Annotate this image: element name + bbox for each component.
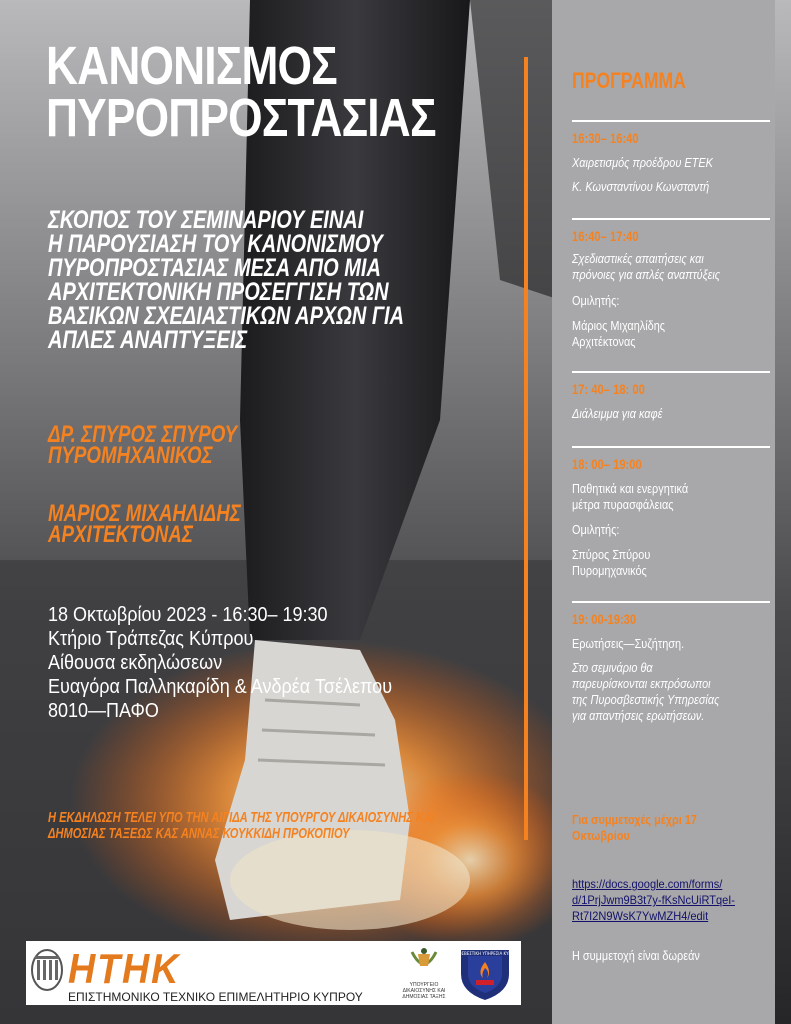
session-line: μέτρα πυρασφάλειας <box>572 497 674 512</box>
session-line: Ερωτήσεις—Συζήτηση. <box>572 636 685 651</box>
session-line: Ομιλητής: <box>572 522 620 537</box>
session-time: 16:30– 16:40 <box>572 130 639 146</box>
event-date: 18 Οκτωβρίου 2023 - 16:30– 19:30 <box>48 604 328 626</box>
program-heading: ΠΡΟΓΡΑΜΜΑ <box>572 68 686 93</box>
session-line: Παθητικά και ενεργητικά <box>572 481 689 496</box>
registration-line: Για συμμετοχές μέχρι 17 <box>572 812 698 827</box>
seminar-purpose <box>48 208 432 352</box>
speaker-role: ΠΥΡΟΜΗΧΑΝΙΚΟΣ <box>48 442 213 469</box>
divider <box>572 601 770 603</box>
divider <box>572 446 770 448</box>
free-participation: Η συμμετοχή είναι δωρεάν <box>572 948 700 963</box>
session-line: Ομιλητής: <box>572 293 620 308</box>
session-time: 18: 00– 19:00 <box>572 456 642 472</box>
link-line[interactable]: d/1PrjJwm9B3t7y-fKsNcUiRTqeI- <box>572 893 735 907</box>
purpose-line: Η ΠΑΡΟΥΣΙΑΣΗ ΤΟΥ ΚΑΝΟΝΙΣΜΟΥ <box>48 230 383 258</box>
session-line: για απαντήσεις ερωτήσεων. <box>572 708 705 723</box>
event-building: Κτήριο Τράπεζας Κύπρου <box>48 628 254 650</box>
session-line: Αρχιτέκτονας <box>572 334 636 349</box>
link-line[interactable]: https://docs.google.com/forms/ <box>572 877 723 891</box>
divider <box>572 120 770 122</box>
registration-deadline <box>572 812 697 844</box>
purpose-line: ΒΑΣΙΚΩΝ ΣΧΕΔΙΑΣΤΙΚΩΝ ΑΡΧΩΝ ΓΙΑ <box>48 302 405 330</box>
patronage-line: ΔΗΜΟΣΙΑΣ ΤΑΞΕΩΣ ΚΑΣ ΑΝΝΑΣ ΚΟΥΚΚΙΔΗ ΠΡΟΚΟΠΙΟΥ <box>48 825 350 842</box>
purpose-line: ΑΠΛΕΣ ΑΝΑΠΤΥΞΕΙΣ <box>48 326 248 354</box>
event-city: 8010—ΠΑΦΟ <box>48 700 159 722</box>
temple-logo-icon <box>30 946 64 1000</box>
speaker-2 <box>48 500 360 548</box>
purpose-line: ΑΡΧΙΤΕΚΤΟΝΙΚΗ ΠΡΟΣΕΓΓΙΣΗ ΤΩΝ <box>48 278 389 306</box>
session-line: Σχεδιαστικές απαιτήσεις και <box>572 251 704 266</box>
etek-logo: ΗΤΗΚ <box>68 945 181 992</box>
title-line-2: ΠΥΡΟΠΡΟΣΤΑΣΙΑΣ <box>46 88 436 148</box>
session-line: πρόνοιες για απλές αναπτύξεις <box>572 267 721 282</box>
speaker-role: ΑΡΧΙΤΕΚΤΟΝΑΣ <box>48 521 193 548</box>
accent-divider <box>524 57 528 840</box>
event-details <box>48 603 392 723</box>
session-line: της Πυροσβεστικής Υπηρεσίας <box>572 692 720 707</box>
registration-line: Οκτωβρίου <box>572 828 630 843</box>
session-line: Διάλειμμα για καφέ <box>572 406 663 421</box>
cyprus-emblem-icon <box>408 946 440 980</box>
event-street: Ευαγόρα Παλληκαρίδη & Ανδρέα Τσέλεπου <box>48 676 393 698</box>
registration-link[interactable] <box>572 876 735 924</box>
session-line: Μάριος Μιχαηλίδης <box>572 318 666 333</box>
speaker-1 <box>48 421 360 469</box>
session-line: Πυρομηχανικός <box>572 563 647 578</box>
divider <box>572 371 770 373</box>
page-title <box>46 36 440 148</box>
title-line-1: ΚΑΝΟΝΙΣΜΟΣ <box>46 36 337 96</box>
fire-service-emblem-icon <box>450 944 520 1002</box>
link-line[interactable]: Rt7I2N9WsK7YwMZH4/edit <box>572 909 709 923</box>
session-line: Κ. Κωνσταντίνου Κωνσταντή <box>572 179 710 194</box>
etek-fullname: ΕΠΙΣΤΗΜΟΝΙΚΟ ΤΕΧΝΙΚΟ ΕΠΙΜΕΛΗΤΗΡΙΟ ΚΥΠΡΟΥ <box>68 990 363 1004</box>
patronage-note <box>48 810 435 842</box>
purpose-line: ΠΥΡΟΠΡΟΣΤΑΣΙΑΣ ΜΕΣΑ ΑΠΟ ΜΙΑ <box>48 254 381 282</box>
session-time: 19: 00-19:30 <box>572 611 637 627</box>
session-line: παρευρίσκονται εκπρόσωποι <box>572 676 711 691</box>
patronage-line: Η ΕΚΔΗΛΩΣΗ ΤΕΛΕΙ ΥΠΟ ΤΗΝ ΑΙΓΙΔΑ ΤΗΣ ΥΠΟΥΡΓΟΥ ΔΙΚΑΙΟΣΥΝΗΣ ΚΑΙ <box>48 809 436 826</box>
session-time: 17: 40– 18: 00 <box>572 381 645 397</box>
session-line: Σπύρος Σπύρου <box>572 547 651 562</box>
session-line: Στο σεμινάριο θα <box>572 660 653 675</box>
purpose-line: ΣΚΟΠΟΣ ΤΟΥ ΣΕΜΙΝΑΡΙΟΥ ΕΙΝΑΙ <box>48 206 364 234</box>
session-time: 16:40– 17:40 <box>572 228 639 244</box>
ministry-caption: ΥΠΟΥΡΓΕΙΟ ΔΙΚΑΙΟΣΥΝΗΣ ΚΑΙ ΔΗΜΟΣΙΑΣ ΤΑΞΗΣ <box>402 982 446 1000</box>
event-hall: Αίθουσα εκδηλώσεων <box>48 652 223 674</box>
speaker-name: ΔΡ. ΣΠΥΡΟΣ ΣΠΥΡΟΥ <box>48 421 238 448</box>
fire-service-caption: ΠΥΡΟΣΒΕΣΤΙΚΗ ΥΠΗΡΕΣΙΑ ΚΥΠΡΟΥ <box>450 951 520 956</box>
speaker-name: ΜΑΡΙΟΣ ΜΙΧΑΗΛΙΔΗΣ <box>48 500 241 527</box>
divider <box>572 218 770 220</box>
session-line: Χαιρετισμός προέδρου ΕΤΕΚ <box>572 155 713 170</box>
